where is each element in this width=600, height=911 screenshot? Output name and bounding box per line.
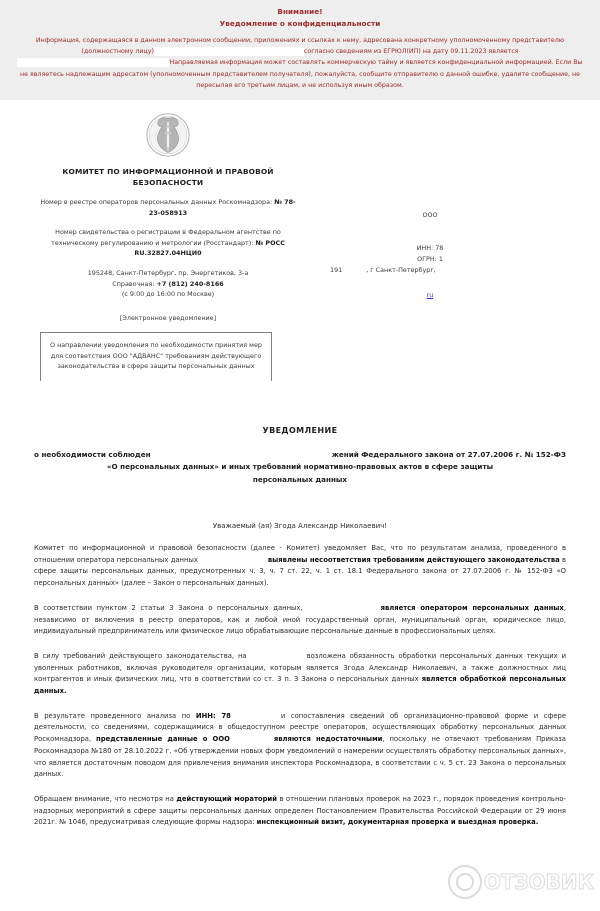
- p3-text-b: возложена обязанность обработки персональных данных текущих и уволенных работников, включая руководителя организации, которым является Згода Александр Николаевич, а также должностных лиц контрагентов и иных физических лиц, что в соответствии со ст. 3 п. 3 Закона о персональных данных: [34, 651, 566, 684]
- subtitle-line-3: персональных данных: [252, 474, 348, 484]
- paragraph-5: [34, 794, 566, 829]
- p2-bold: является оператором персональных данных: [380, 603, 564, 612]
- p4-text-b: и сопоставления сведений об организационно-правовой форме и сфере деятельности, со сведениями, содержащимися в общедоступном реестре операторов, осуществляющих обработку персональных данных Роскомнадзора,: [34, 711, 566, 744]
- p4-bold-3: являются недостаточными: [273, 735, 383, 744]
- certificate-number-block: [40, 227, 296, 259]
- redaction-bar-2: [17, 58, 169, 67]
- watermark-logo-icon: [448, 865, 482, 899]
- p4-text-a: В результате проведенного анализа по: [34, 711, 191, 720]
- paragraph-4: [34, 711, 566, 781]
- phone-line: [40, 279, 296, 290]
- organization-name: КОМИТЕТ ПО ИНФОРМАЦИОННОЙ И ПРАВОВОЙ БЕЗОПАСНОСТИ: [62, 167, 274, 188]
- p4-text-c: , поскольку не отвечают требованиям Приказа Роскомнадзора №180 от 28.10.2022 г. «Об утверждении новых форм уведомлений о намерении осуществлять обработку персональных данных», что является достаточным поводом для привлечения внимания инспектора Роскомнадзора, в соответствии с ч. 5 ст. 23 Закона о персональных данных.: [34, 735, 566, 779]
- subtitle-line-1: [34, 449, 566, 461]
- document-heading: УВЕДОМЛЕНИЕ: [262, 425, 338, 435]
- addressee-address-line: [330, 265, 590, 276]
- addressee-city: , г Санкт-Петербург,: [366, 266, 436, 275]
- paragraph-1: [34, 543, 566, 590]
- confidentiality-title-line2: Уведомление о конфиденциальности: [219, 18, 381, 28]
- document-subtitle: [34, 449, 566, 486]
- p5-bold-2: инспекционный визит, документарная проверка и выездная проверка.: [256, 818, 539, 827]
- electronic-notice-label: [Электронное уведомление]: [119, 313, 217, 322]
- paragraph-3: [34, 651, 566, 698]
- confidentiality-text-part1: Информация, содержащаяся в данном электронном сообщении, приложениях и ссылках к нему, адресована конкретному уполномоченному представителю (должностному лицу): [35, 37, 565, 56]
- certificate-label: Номер свидетельства о регистрации в Федеральном агентстве по техническому регулированию и метрологии (Росстандарт):: [51, 228, 281, 247]
- site-watermark: [448, 865, 594, 899]
- document-sheet: [0, 100, 600, 911]
- p1-text-b: в сфере защиты персональных данных, предусмотренных ч. 3, ч. 7 ст. 22, ч. 1 ст. 18.1 Федерального закона от 27.07.2006 г. № 152-ФЗ «О персональных данных» (далее – Закон о персональных данных).: [34, 555, 566, 588]
- certificate-number: № РОСС RU.32827.04НЦИ0: [134, 238, 285, 258]
- registry-number: № 78-23-058913: [148, 198, 296, 217]
- subtitle-right-fragment: жений Федерального закона от 27.07.2006 г. № 152-ФЗ: [331, 449, 566, 459]
- subject-box: О направлении уведомления по необходимости принятия мер для соответствия ООО "АДВАНС" требованиям действующего законодательства в сфере защиты персональных данных: [40, 332, 272, 381]
- p2-text-b: , независимо от включения в реестр операторов, как и любой иной государственный орган, муниципальный орган, юридическое лицо, индивидуальный предприниматель или физическое лицо обрабатывающие персональные данные в профессиональных целях.: [34, 603, 566, 636]
- email-link[interactable]: ru: [426, 291, 434, 300]
- p1-text-a: Комитет по информационной и правовой безопасности (далее - Комитет) уведомляет Вас, что по результатам анализа, проведенного в отношении оператора персональных данных: [34, 543, 566, 564]
- emblem-container: [46, 112, 290, 162]
- watermark-text: ОТЗОВИК: [483, 870, 594, 895]
- confidentiality-title: [10, 6, 590, 29]
- subtitle-line-2: «О персональных данных» и иных требований нормативно-правовых актов в сфере защиты: [106, 462, 494, 472]
- addressee-postal-code: 191: [330, 266, 343, 275]
- subtitle-left-fragment: о необходимости соблюден: [34, 449, 151, 459]
- p5-text-b: в отношении плановых проверок на 2023 г., порядок проведения контрольно-надзорных мероприятий в сфере защиты персональных данных определен Постановлением Правительства Российской Федерации от 29 июня 2021г. № 1046, предусматривая следующие формы надзора:: [34, 794, 566, 827]
- p3-bold: является обработкой персональных данных.: [34, 675, 566, 696]
- p1-bold-1: выявлены несоответствия требованиям действующего законодательства: [267, 555, 560, 564]
- greeting-line: Уважаемый (ая) Згода Александр Николаевич!: [212, 521, 388, 530]
- p4-bold-1: ИНН: 78: [195, 711, 231, 720]
- addressee-org-form: ООО: [422, 211, 438, 220]
- contact-block: [40, 268, 296, 300]
- p3-text-a: В силу требований действующего законодательства, на: [34, 651, 247, 660]
- redaction-bar-1: [154, 47, 304, 56]
- addressee-inn: ИНН: 78: [416, 244, 444, 253]
- phone-number: +7 (812) 240-8166: [156, 279, 224, 288]
- phone-label: Справочная:: [112, 279, 155, 288]
- confidentiality-title-line1: Внимание!: [277, 7, 323, 16]
- confidentiality-banner: [0, 0, 600, 100]
- paragraph-2: [34, 603, 566, 638]
- p5-bold-1: действующий мораторий: [176, 794, 277, 803]
- working-hours: (с 9:00 до 16:00 по Москве): [121, 290, 215, 299]
- addressee-email-line: [370, 290, 490, 301]
- double-headed-eagle-emblem-icon: [145, 112, 191, 158]
- registry-number-block: [40, 197, 296, 218]
- office-address: 195248, Санкт-Петербург, пр. Энергетиков, 3-а: [87, 268, 249, 277]
- p4-bold-2: представленные данные о ООО: [96, 735, 230, 744]
- addressee-ogrn: ОГРН: 1: [417, 255, 443, 264]
- addressee-block: [330, 210, 590, 301]
- confidentiality-text-part3: Направляемая информация может составлять коммерческую тайну и является конфиденциальной информацией. Если Вы не являетесь надлежащим адресатом (уполномоченным представителем получателя), пожалуйста, сообщите отправителю о данной ошибке, удалите сообщение, не пересылая его третьим лицам, и не используя иным образом.: [19, 59, 583, 89]
- confidentiality-text-part2: согласно сведениям из ЕГРЮЛ(ИП) на дату 09.11.2023 является: [303, 48, 519, 56]
- p2-text-a: В соответствии пунктом 2 статьи 3 Закона о персональных данных,: [34, 603, 303, 612]
- p5-text-a: Обращаем внимание, что несмотря на: [34, 794, 174, 803]
- confidentiality-text: [10, 35, 590, 91]
- registry-label: Номер в реестре операторов персональных данных Роскомнадзора:: [40, 198, 273, 207]
